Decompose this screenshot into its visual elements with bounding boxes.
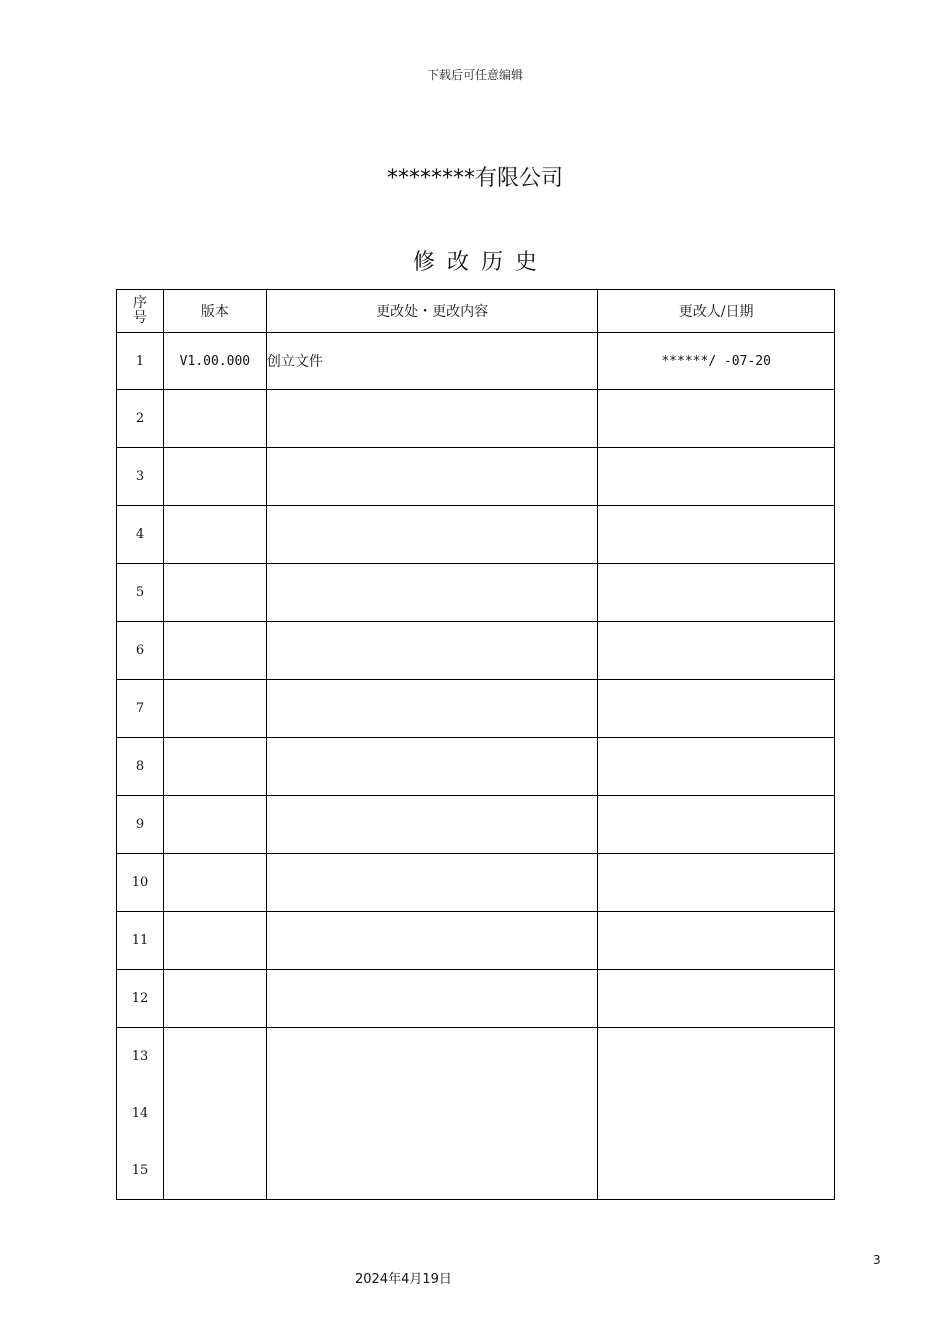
revision-history-table — [116, 289, 835, 1200]
cell-change: 创立文件 — [266, 333, 597, 390]
table-row — [117, 390, 835, 448]
cell-version — [163, 564, 266, 622]
cell-version — [163, 1028, 266, 1200]
cell-seq-group — [117, 1028, 164, 1200]
table-row — [117, 448, 835, 506]
cell-version — [163, 854, 266, 912]
table-row — [117, 680, 835, 738]
table-row — [117, 564, 835, 622]
footer-date: 2024年4月19日 — [355, 1272, 452, 1287]
cell-version — [163, 506, 266, 564]
cell-author-date — [598, 912, 835, 970]
header-seq — [117, 290, 164, 333]
table-row — [117, 622, 835, 680]
page-number: 3 — [873, 1253, 881, 1267]
header-version: 版本 — [163, 290, 266, 333]
table-row — [117, 738, 835, 796]
cell-author-date — [598, 506, 835, 564]
cell-change — [266, 622, 597, 680]
cell-version — [163, 738, 266, 796]
table-row — [117, 333, 835, 390]
cell-seq: 5 — [117, 564, 164, 622]
table-row — [117, 506, 835, 564]
section-title: 修改历史 — [412, 250, 549, 275]
cell-change — [266, 854, 597, 912]
cell-seq: 15 — [131, 1163, 149, 1178]
cell-change — [266, 680, 597, 738]
cell-author-date — [598, 1028, 835, 1200]
cell-seq: 9 — [117, 796, 164, 854]
cell-version — [163, 796, 266, 854]
cell-seq: 11 — [117, 912, 164, 970]
cell-change — [266, 1028, 597, 1200]
header-change: 更改处・更改内容 — [266, 290, 597, 333]
cell-seq: 4 — [117, 506, 164, 564]
cell-version — [163, 970, 266, 1028]
header-author-date: 更改人/日期 — [598, 290, 835, 333]
cell-author-date — [598, 854, 835, 912]
cell-version — [163, 622, 266, 680]
header-note: 下载后可任意编辑 — [426, 68, 523, 82]
table-row — [117, 970, 835, 1028]
cell-version — [163, 680, 266, 738]
cell-seq: 3 — [117, 448, 164, 506]
cell-version — [163, 912, 266, 970]
cell-version: V1.00.000 — [163, 333, 266, 390]
company-title: ********有限公司 — [386, 166, 563, 191]
cell-version — [163, 448, 266, 506]
cell-seq: 14 — [131, 1106, 149, 1121]
cell-seq: 6 — [117, 622, 164, 680]
cell-author-date — [598, 448, 835, 506]
cell-author-date — [598, 970, 835, 1028]
cell-change — [266, 564, 597, 622]
cell-change — [266, 738, 597, 796]
cell-author-date — [598, 390, 835, 448]
cell-seq: 7 — [117, 680, 164, 738]
cell-author-date: ******/ -07-20 — [598, 333, 835, 390]
cell-change — [266, 970, 597, 1028]
cell-change — [266, 912, 597, 970]
cell-seq: 13 — [131, 1049, 149, 1064]
table-row — [117, 912, 835, 970]
cell-seq: 12 — [117, 970, 164, 1028]
header-seq-line2: 号 — [132, 310, 147, 326]
cell-change — [266, 448, 597, 506]
cell-change — [266, 390, 597, 448]
cell-seq: 1 — [117, 333, 164, 390]
cell-change — [266, 796, 597, 854]
cell-version — [163, 390, 266, 448]
header-seq-line1: 序 — [132, 295, 147, 311]
table-row-merged — [117, 1028, 835, 1200]
cell-change — [266, 506, 597, 564]
cell-author-date — [598, 738, 835, 796]
cell-author-date — [598, 564, 835, 622]
table-header-row — [117, 290, 835, 333]
cell-author-date — [598, 796, 835, 854]
cell-author-date — [598, 622, 835, 680]
cell-seq: 2 — [117, 390, 164, 448]
table-row — [117, 796, 835, 854]
cell-seq: 10 — [117, 854, 164, 912]
cell-seq: 8 — [117, 738, 164, 796]
table-row — [117, 854, 835, 912]
cell-author-date — [598, 680, 835, 738]
